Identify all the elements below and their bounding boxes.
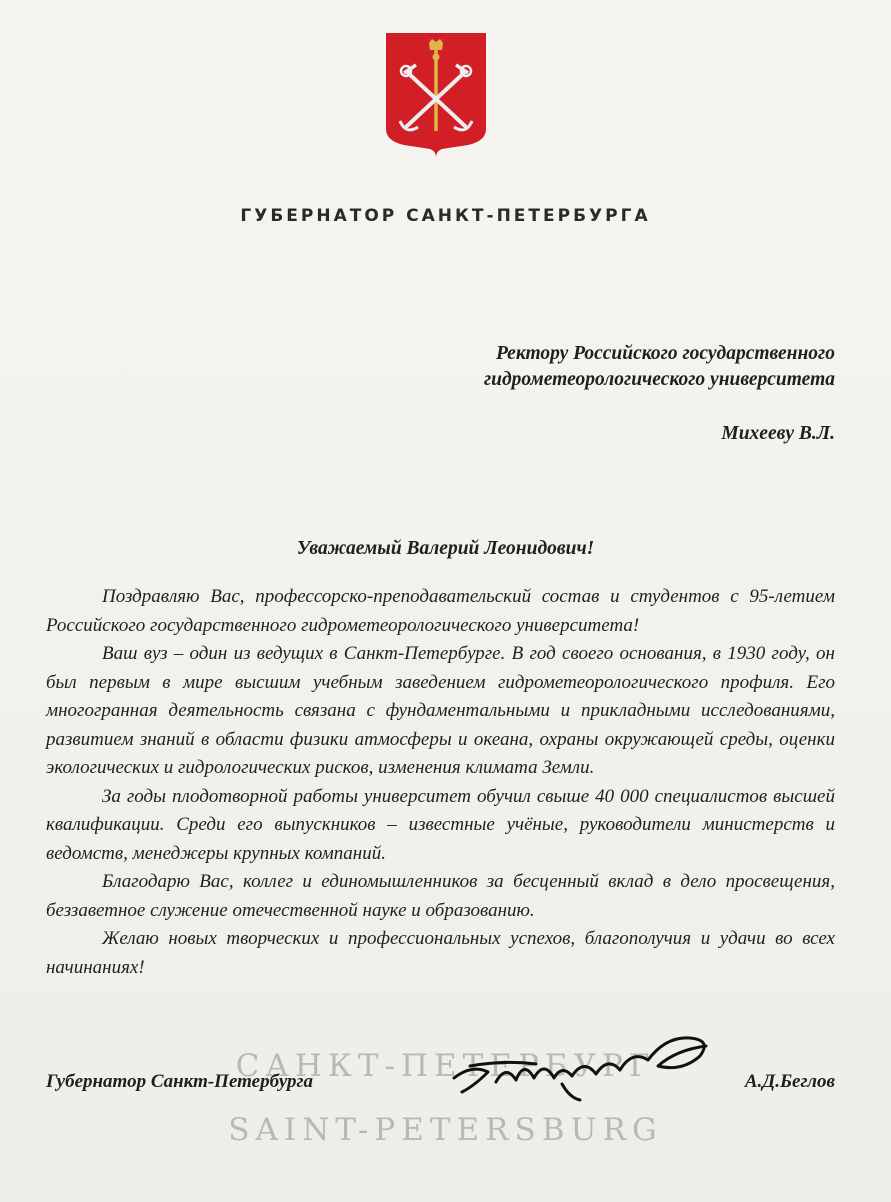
paragraph-graduates: За годы плодотворной работы университет обучил свыше 40 000 специалистов высшей квалификации. Среди его выпускников – известные учёные, руководители министерств и ведомств, менеджеры крупных компаний. (46, 785, 835, 864)
addressee-position-line-1: Ректору Российского государственного (495, 343, 835, 364)
paragraph-congratulation: Поздравляю Вас, профессорско-преподавательский состав и студентов с 95-летием Российского государственного гидрометеорологического университета! (46, 586, 835, 636)
addressee-position-line-2: гидрометеорологического университета (483, 369, 835, 390)
paragraph-gratitude: Благодарю Вас, коллег и единомышленников за бесценный вклад в дело просвещения, беззаветное служение отечественной науке и образованию. (46, 871, 835, 921)
paragraph-wishes: Желаю новых творческих и профессиональных успехов, благополучия и удачи во всех начинаниях! (46, 928, 835, 978)
signatory-name: А.Д.Беглов (744, 1071, 835, 1092)
handwritten-signature (444, 1016, 734, 1108)
watermark-russian: САНКТ-ПЕТЕРБУРГ (235, 1048, 656, 1084)
salutation: Уважаемый Валерий Леонидович! (296, 538, 595, 559)
coat-of-arms-icon (384, 31, 488, 159)
signatory-title: Губернатор Санкт-Петербурга (46, 1071, 314, 1092)
letter-body (46, 583, 835, 982)
issuer-header: ГУБЕРНАТОР САНКТ-ПЕТЕРБУРГА (240, 206, 651, 226)
watermark-english: SAINT-PETERSBURG (228, 1112, 663, 1148)
addressee-block (484, 341, 835, 447)
addressee-name: Михееву В.Л. (721, 423, 835, 444)
paragraph-history: Ваш вуз – один из ведущих в Санкт-Петербурге. В год своего основания, в 1930 году, он был первым в мире высшим учебным заведением гидрометеорологического профиля. Его многогранная деятельность связана с фундаментальными и прикладными исследованиями, развитием знаний в области физики атмосферы и океана, охраны окружающей среды, оценки экологических и гидрологических рисков, изменения климата Земли. (46, 643, 835, 778)
